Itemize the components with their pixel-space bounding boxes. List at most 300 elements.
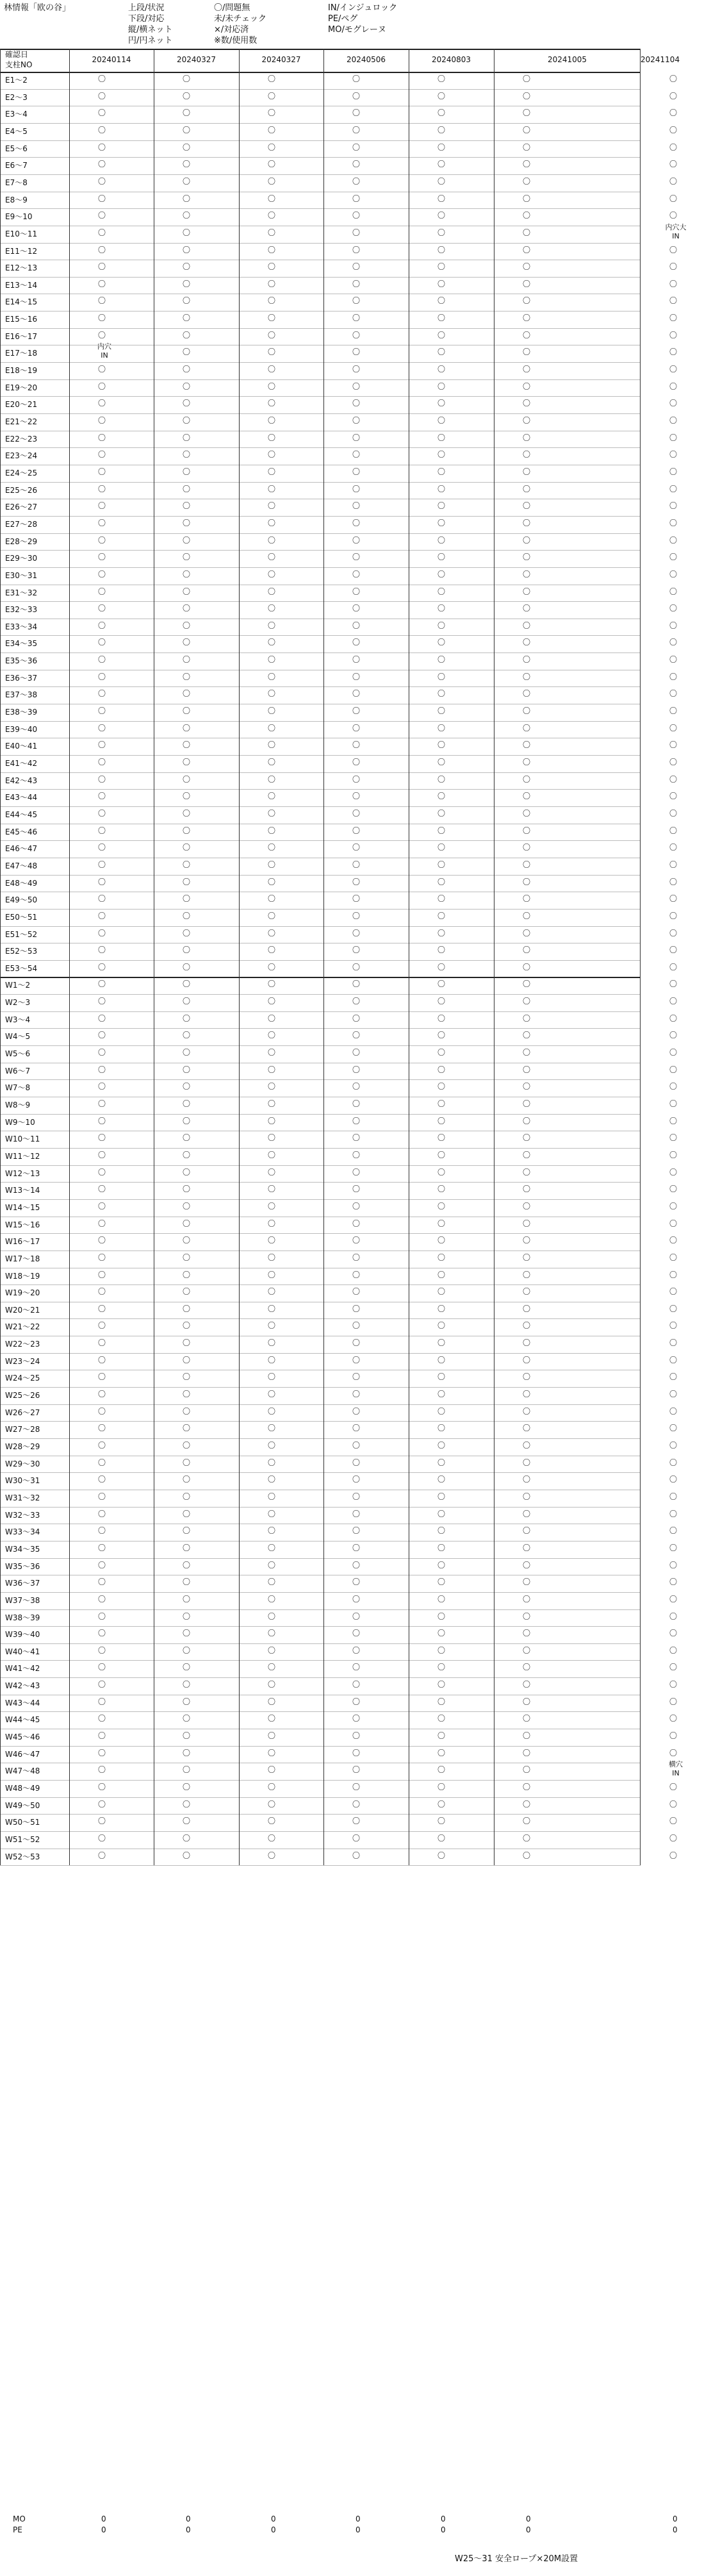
status-circle: 〇: [669, 553, 678, 562]
status-circle: 〇: [352, 1731, 361, 1741]
status-circle: 〇: [268, 1782, 276, 1791]
post-label: E42～43: [5, 776, 38, 785]
status-circle: 〇: [98, 1594, 106, 1604]
status-circle: 〇: [669, 347, 678, 357]
status-circle: 〇: [98, 1218, 106, 1228]
status-circle: 〇: [352, 518, 361, 528]
status-circle: 〇: [268, 74, 276, 83]
status-circle: 〇: [352, 945, 361, 955]
row-divider: [0, 379, 641, 380]
status-circle: 〇: [183, 1116, 191, 1126]
status-circle: 〇: [437, 1287, 446, 1297]
status-circle: 〇: [183, 945, 191, 955]
status-circle: 〇: [437, 1321, 446, 1331]
status-circle: 〇: [98, 194, 106, 203]
status-circle: 〇: [268, 1116, 276, 1126]
post-label: W23～24: [5, 1356, 40, 1366]
status-circle: 〇: [98, 1765, 106, 1775]
post-label: E6～7: [5, 161, 28, 170]
status-circle: 〇: [352, 1850, 361, 1860]
status-circle: 〇: [523, 484, 531, 494]
status-circle: 〇: [669, 1390, 678, 1399]
status-circle: 〇: [183, 1526, 191, 1536]
status-circle: 〇: [669, 1406, 678, 1416]
status-circle: 〇: [669, 1680, 678, 1690]
post-label: E40～41: [5, 742, 38, 751]
status-circle: 〇: [437, 928, 446, 938]
status-circle: 〇: [352, 1611, 361, 1621]
status-circle: 〇: [669, 928, 678, 938]
status-circle: 〇: [437, 1150, 446, 1159]
status-circle: 〇: [352, 1543, 361, 1552]
row-divider: [0, 1165, 641, 1166]
post-label: W16～17: [5, 1237, 40, 1247]
status-circle: 〇: [352, 211, 361, 220]
post-label: E35～36: [5, 656, 38, 666]
status-circle: 〇: [669, 1287, 678, 1297]
status-circle: 〇: [183, 1236, 191, 1245]
status-circle: 〇: [98, 1321, 106, 1331]
header-date[interactable]: 20240803: [431, 55, 471, 64]
status-circle: 〇: [669, 1270, 678, 1279]
status-circle: 〇: [98, 1816, 106, 1826]
status-circle: 〇: [669, 74, 678, 83]
status-circle: 〇: [98, 1697, 106, 1706]
status-circle: 〇: [523, 758, 531, 767]
row-divider: [0, 49, 641, 50]
status-circle: 〇: [98, 620, 106, 630]
status-circle: 〇: [98, 638, 106, 647]
summary-value: 0: [101, 2525, 106, 2534]
status-circle: 〇: [268, 1252, 276, 1262]
status-circle: 〇: [183, 1441, 191, 1450]
status-circle: 〇: [523, 1645, 531, 1655]
status-circle: 〇: [352, 1201, 361, 1211]
row-divider: [0, 635, 641, 636]
status-circle: 〇: [669, 979, 678, 989]
legend-column-2: [214, 3, 266, 46]
post-label: E41～42: [5, 759, 38, 768]
status-circle: 〇: [98, 1201, 106, 1211]
status-circle: 〇: [98, 245, 106, 254]
post-label: E3～4: [5, 110, 28, 119]
status-circle: 〇: [98, 1355, 106, 1365]
post-label: W29～30: [5, 1459, 40, 1468]
status-circle: 〇: [98, 1629, 106, 1638]
post-label: W25～26: [5, 1391, 40, 1400]
status-circle: 〇: [669, 911, 678, 920]
status-circle: 〇: [523, 1697, 531, 1706]
status-circle: 〇: [352, 535, 361, 545]
post-label: E38～39: [5, 708, 38, 717]
status-circle: 〇: [523, 1577, 531, 1587]
status-circle: 〇: [437, 689, 446, 699]
status-circle: 〇: [523, 1629, 531, 1638]
row-divider: [0, 1831, 641, 1832]
status-circle: 〇: [437, 125, 446, 135]
post-label: E29～30: [5, 554, 38, 563]
status-circle: 〇: [352, 826, 361, 835]
row-divider: [0, 1711, 641, 1712]
status-circle: 〇: [98, 1731, 106, 1741]
status-circle: 〇: [523, 826, 531, 835]
row-divider: [0, 994, 641, 995]
post-label: W37～38: [5, 1595, 40, 1605]
status-circle: 〇: [268, 1201, 276, 1211]
status-circle: 〇: [98, 1167, 106, 1177]
status-circle: 〇: [98, 1663, 106, 1672]
status-circle: 〇: [523, 1150, 531, 1159]
status-circle: 〇: [98, 655, 106, 665]
status-circle: 〇: [268, 1526, 276, 1536]
status-circle: 〇: [268, 860, 276, 869]
status-circle: 〇: [437, 979, 446, 989]
status-circle: 〇: [437, 962, 446, 972]
post-label: W15～16: [5, 1220, 40, 1229]
post-label: W27～28: [5, 1425, 40, 1434]
status-circle: 〇: [268, 1458, 276, 1467]
status-circle: 〇: [523, 860, 531, 869]
row-divider: [0, 1797, 641, 1798]
status-circle: 〇: [268, 399, 276, 408]
status-circle: 〇: [268, 1629, 276, 1638]
status-circle: 〇: [352, 620, 361, 630]
status-circle: 〇: [98, 1116, 106, 1126]
status-circle: 〇: [523, 74, 531, 83]
status-circle: 〇: [183, 928, 191, 938]
status-circle: 〇: [183, 1629, 191, 1638]
row-divider: [0, 1421, 641, 1422]
post-label: E47～48: [5, 861, 38, 870]
status-circle: 〇: [437, 1184, 446, 1194]
post-label: W46～47: [5, 1749, 40, 1759]
status-circle: 〇: [669, 1509, 678, 1518]
status-circle: 〇: [437, 1577, 446, 1587]
status-circle: 〇: [268, 194, 276, 203]
status-circle: 〇: [352, 1287, 361, 1297]
post-label: W28～29: [5, 1442, 40, 1451]
status-circle: 〇: [268, 843, 276, 852]
status-circle: 〇: [183, 1304, 191, 1313]
status-circle: 〇: [352, 706, 361, 716]
status-circle: 〇: [268, 620, 276, 630]
status-circle: 〇: [98, 843, 106, 852]
status-circle: 〇: [437, 1236, 446, 1245]
status-circle: 〇: [98, 176, 106, 186]
status-circle: 〇: [183, 347, 191, 357]
row-divider: [0, 89, 641, 90]
status-circle: 〇: [352, 1833, 361, 1843]
status-circle: 〇: [352, 416, 361, 425]
status-circle: 〇: [183, 1184, 191, 1194]
status-circle: 〇: [523, 569, 531, 579]
status-circle: 〇: [437, 1645, 446, 1655]
status-circle: 〇: [183, 1543, 191, 1552]
status-circle: 〇: [98, 1441, 106, 1450]
status-circle: 〇: [437, 1252, 446, 1262]
status-circle: 〇: [669, 1184, 678, 1194]
status-circle: 〇: [98, 826, 106, 835]
status-circle: 〇: [352, 1236, 361, 1245]
post-label: E23～24: [5, 451, 38, 461]
status-circle: 〇: [437, 433, 446, 442]
status-circle: 〇: [268, 638, 276, 647]
status-circle: 〇: [183, 843, 191, 852]
status-circle: 〇: [523, 843, 531, 852]
status-circle: 〇: [268, 979, 276, 989]
status-circle: 〇: [669, 1236, 678, 1245]
post-label: W20～21: [5, 1305, 40, 1315]
status-circle: 〇: [523, 1372, 531, 1382]
status-circle: 〇: [669, 569, 678, 579]
status-circle: 〇: [268, 1099, 276, 1108]
status-circle: 〇: [98, 706, 106, 716]
status-circle: 〇: [669, 1645, 678, 1655]
status-circle: 〇: [523, 1099, 531, 1108]
status-circle: 〇: [669, 1799, 678, 1809]
status-circle: 〇: [268, 1133, 276, 1143]
status-circle: 〇: [523, 1611, 531, 1621]
status-circle: 〇: [437, 535, 446, 545]
status-circle: 〇: [98, 1133, 106, 1143]
status-circle: 〇: [352, 1013, 361, 1023]
status-circle: 〇: [523, 1458, 531, 1467]
post-label: E20～21: [5, 400, 38, 410]
status-circle: 〇: [183, 808, 191, 818]
status-circle: 〇: [268, 228, 276, 237]
status-circle: 〇: [669, 792, 678, 801]
status-circle: 〇: [98, 1458, 106, 1467]
status-circle: 〇: [352, 894, 361, 904]
row-divider: [0, 601, 641, 602]
post-label: W12～13: [5, 1168, 40, 1178]
header-date[interactable]: 20240327: [176, 55, 217, 64]
post-label: W50～51: [5, 1818, 40, 1827]
status-circle: 〇: [183, 604, 191, 613]
header-label-post: 支柱NO: [5, 60, 33, 69]
status-circle: 〇: [523, 1560, 531, 1570]
post-label: W49～50: [5, 1800, 40, 1810]
post-label: W42～43: [5, 1681, 40, 1691]
status-circle: 〇: [437, 1201, 446, 1211]
row-divider: [0, 1233, 641, 1234]
status-circle: 〇: [437, 655, 446, 665]
status-circle: 〇: [523, 1184, 531, 1194]
row-divider: [0, 1677, 641, 1678]
post-label: E45～46: [5, 827, 38, 836]
status-circle: 〇: [669, 655, 678, 665]
status-circle: 〇: [669, 279, 678, 288]
post-label: E17～18: [5, 349, 38, 358]
status-circle: 〇: [352, 1031, 361, 1040]
status-circle: 〇: [98, 1645, 106, 1655]
status-circle: 〇: [352, 433, 361, 442]
status-circle: 〇: [669, 313, 678, 323]
status-circle: 〇: [669, 518, 678, 528]
status-circle: 〇: [437, 1543, 446, 1552]
status-circle: 〇: [437, 313, 446, 323]
status-circle: 〇: [437, 1799, 446, 1809]
status-circle: 〇: [523, 877, 531, 886]
post-label: W33～34: [5, 1527, 40, 1537]
post-label: E37～38: [5, 690, 38, 700]
status-circle: 〇: [98, 1184, 106, 1194]
status-circle: 〇: [268, 723, 276, 733]
status-circle: 〇: [268, 706, 276, 716]
status-circle: 〇: [437, 1355, 446, 1365]
status-circle: 〇: [98, 1475, 106, 1484]
status-circle: 〇: [98, 1714, 106, 1724]
status-circle: 〇: [352, 74, 361, 83]
status-circle: 〇: [669, 1252, 678, 1262]
status-circle: 〇: [183, 1560, 191, 1570]
post-label: E28～29: [5, 536, 38, 546]
header-date[interactable]: 20241005: [547, 55, 587, 64]
status-circle: 〇: [352, 1765, 361, 1775]
status-circle: 〇: [98, 1543, 106, 1552]
status-circle: 〇: [352, 1252, 361, 1262]
status-circle: 〇: [183, 1013, 191, 1023]
status-circle: 〇: [268, 808, 276, 818]
status-circle: 〇: [352, 1816, 361, 1826]
status-circle: 〇: [437, 740, 446, 750]
status-circle: 〇: [352, 1594, 361, 1604]
status-circle: 〇: [98, 330, 106, 340]
status-circle: 〇: [437, 945, 446, 955]
row-divider: [0, 413, 641, 414]
status-circle: 〇: [268, 1850, 276, 1860]
status-circle: 〇: [183, 1372, 191, 1382]
status-circle: 〇: [352, 586, 361, 596]
status-circle: 〇: [183, 296, 191, 306]
summary-value: 0: [441, 2525, 446, 2534]
legend-item: 上段/状況: [128, 3, 165, 13]
status-circle: 〇: [669, 1065, 678, 1074]
status-circle: 〇: [183, 774, 191, 784]
status-circle: 〇: [669, 894, 678, 904]
status-circle: 〇: [669, 1577, 678, 1587]
post-label: W48～49: [5, 1784, 40, 1793]
status-circle: 〇: [98, 433, 106, 442]
status-circle: 〇: [268, 1287, 276, 1297]
status-circle: 〇: [183, 1150, 191, 1159]
status-circle: 〇: [352, 1321, 361, 1331]
status-circle: 〇: [523, 381, 531, 391]
header-date[interactable]: 20241104: [641, 55, 680, 64]
status-circle: 〇: [268, 91, 276, 101]
status-circle: 〇: [669, 467, 678, 476]
status-circle: 〇: [183, 1424, 191, 1433]
status-circle: 〇: [437, 1406, 446, 1416]
status-circle: 〇: [523, 655, 531, 665]
status-circle: 〇: [523, 399, 531, 408]
status-circle: 〇: [523, 792, 531, 801]
status-circle: 〇: [523, 638, 531, 647]
status-circle: 〇: [98, 1013, 106, 1023]
status-circle: 〇: [523, 245, 531, 254]
status-circle: 〇: [268, 313, 276, 323]
status-circle: 〇: [352, 1338, 361, 1348]
status-circle: 〇: [268, 569, 276, 579]
legend-item: MO/モグレーヌ: [328, 25, 386, 35]
row-divider: [0, 1609, 641, 1610]
status-circle: 〇: [98, 1390, 106, 1399]
status-circle: 〇: [183, 911, 191, 920]
status-circle: 〇: [268, 1424, 276, 1433]
status-circle: 〇: [268, 296, 276, 306]
row-divider: [0, 1045, 641, 1046]
status-circle: 〇: [352, 979, 361, 989]
status-circle: 〇: [437, 1167, 446, 1177]
header-date[interactable]: 20240506: [346, 55, 386, 64]
status-circle: 〇: [98, 1799, 106, 1809]
status-circle: 〇: [352, 228, 361, 237]
status-circle: 〇: [352, 1372, 361, 1382]
status-circle: 〇: [352, 1680, 361, 1690]
status-circle: 〇: [523, 142, 531, 152]
status-circle: 〇: [183, 877, 191, 886]
status-circle: 〇: [268, 792, 276, 801]
status-circle: 〇: [437, 1697, 446, 1706]
post-label: W34～35: [5, 1544, 40, 1554]
status-circle: 〇: [523, 808, 531, 818]
status-circle: 〇: [98, 74, 106, 83]
status-circle: 〇: [352, 381, 361, 391]
status-circle: 〇: [437, 604, 446, 613]
row-divider: [0, 311, 641, 312]
status-circle: 〇: [669, 1133, 678, 1143]
status-circle: 〇: [352, 1406, 361, 1416]
post-label: W38～39: [5, 1613, 40, 1622]
status-circle: 〇: [268, 1611, 276, 1621]
status-circle: 〇: [437, 1560, 446, 1570]
post-label: W8～9: [5, 1101, 31, 1109]
status-circle: 〇: [268, 450, 276, 460]
summary-value: 0: [441, 2514, 446, 2523]
header-date[interactable]: 20240327: [261, 55, 301, 64]
status-circle: 〇: [268, 997, 276, 1006]
status-circle: 〇: [352, 1577, 361, 1587]
status-circle: 〇: [352, 1782, 361, 1791]
row-divider: [0, 140, 641, 141]
status-circle: 〇: [98, 484, 106, 494]
status-circle: 〇: [268, 1013, 276, 1023]
status-circle: 〇: [268, 433, 276, 442]
status-circle: 〇: [268, 586, 276, 596]
status-circle: 〇: [437, 330, 446, 340]
status-circle: 〇: [98, 689, 106, 699]
legend-item: ×/対応済: [214, 25, 249, 35]
status-circle: 〇: [523, 997, 531, 1006]
status-circle: 〇: [183, 450, 191, 460]
header-date[interactable]: 20240114: [92, 55, 131, 64]
status-circle: 〇: [98, 962, 106, 972]
status-circle: 〇: [669, 1150, 678, 1159]
status-circle: 〇: [669, 1714, 678, 1724]
status-circle: 〇: [268, 262, 276, 272]
row-divider: [0, 328, 641, 329]
status-circle: 〇: [669, 416, 678, 425]
status-circle: 〇: [268, 1714, 276, 1724]
status-circle: 〇: [523, 1424, 531, 1433]
row-divider: [0, 789, 641, 790]
post-label: E9～10: [5, 212, 33, 222]
post-label: W1～2: [5, 981, 31, 990]
status-circle: 〇: [98, 228, 106, 237]
status-circle: 〇: [98, 979, 106, 989]
status-circle: 〇: [352, 758, 361, 767]
row-divider: [0, 1472, 641, 1473]
